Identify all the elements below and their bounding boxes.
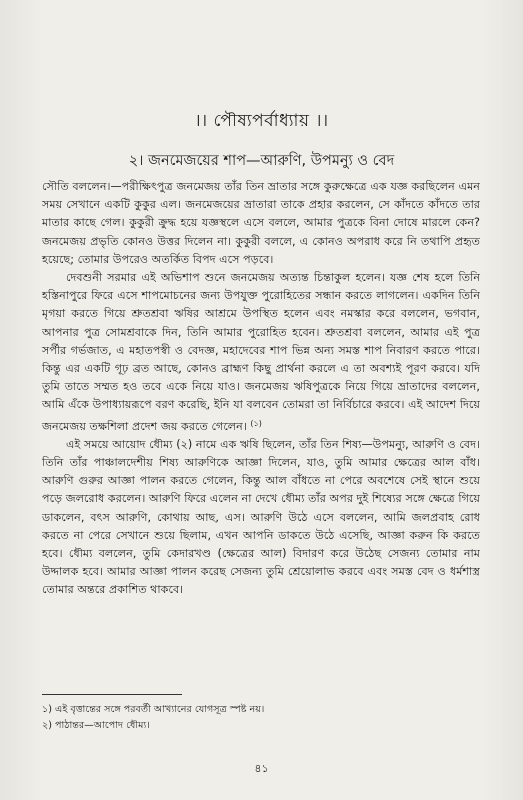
footnote-2: ২) পাঠান্তর—আপোদ ধৌম্য। [42, 720, 150, 731]
paragraph-3 [42, 436, 480, 600]
footnote-1: ১) এই বৃত্তান্তের সঙ্গে পরবর্তী আখ্যানের যোগসূত্র স্পষ্ট নয়। [42, 704, 265, 715]
paragraph-text: এই সময়ে আয়োদ ধৌম্য (২) নামে এক ঋষি ছিলেন, তাঁর তিন শিষ্য—উপমন্যু, আরুণি ও বেদ। তিনি তাঁর পাঞ্চালদেশীয় শিষ্য আরুণিকে আজ্ঞা দিলেন, যাও, তুমি আমার ক্ষেত্রের আল বাঁধ। আরুণি গুরুর আজ্ঞা পালন করতে গেলেন, কিন্তু আল বাঁধতে না পেরে অবশেষে সেই স্থানে শুয়ে পড়ে জলরোধ করলেন। আরুণি ফিরে এলেন না দেখে ধৌম্য তাঁর অপর দুই শিষ্যের সঙ্গে ক্ষেত্রে গিয়ে ডাকলেন, বৎস আরুণি, কোথায় আছ, এস। আরুণি উঠে এসে বললেন, আমি জলপ্রবাহ রোধ করতে না পেরে সেখানে শুয়ে ছিলাম, এখন আপনি ডাকতে উঠে এসেছি, আজ্ঞা করুন কি করতে হবে। ধৌম্য বললেন, তুমি কেদারখণ্ড (ক্ষেত্রের আল) বিদারণ করে উঠেছ সেজন্য তোমার নাম উদ্দালক হবে। আমার আজ্ঞা পালন করেছ সেজন্য তুমি শ্রেয়োলাভ করবে এবং সমস্ত বেদ ও ধর্মশাস্ত্র তোমার অন্তরে প্রকাশিত থাকবে। [42, 437, 480, 597]
body-text [42, 178, 480, 600]
paragraph-text: সৌতি বললেন।—পরীক্ষিৎপুত্র জনমেজয় তাঁর তিন ভ্রাতার সঙ্গে কুরুক্ষেত্রে এক যজ্ঞ করছিলেন এমন সময় সেখানে একটি কুকুর এল। জনমেজয়ের ভ্রাতারা তাকে প্রহার করলেন, সে কাঁদতে কাঁদতে তার মাতার কাছে গেল। কুকুরী ক্রুদ্ধ হয়ে যজ্ঞস্থলে এসে বললে, আমার পুত্রকে বিনা দোষে মারলে কেন? জনমেজয় প্রভৃতি কোনও উত্তর দিলেন না। কুকুরী বললে, এ কোনও অপরাধ করে নি তথাপি প্রহৃত হয়েছে; তোমার উপরেও অতর্কিত বিপদ এসে পড়বে। [42, 180, 480, 266]
footnotes [42, 702, 480, 734]
footnote-reference: (১) [250, 418, 262, 428]
chapter-title: ২। জনমেজয়ের শাপ—আরুণি, উপমন্যু ও বেদ [128, 153, 395, 169]
footnote-divider [42, 694, 182, 695]
page-number: ৪১ [254, 762, 269, 775]
paragraph-2 [42, 269, 480, 436]
part-title: ।। পৌষ্যপর্বাধ্যায় ।। [194, 111, 329, 131]
paragraph-1 [42, 178, 480, 269]
paragraph-text: দেবশুনী সরমার এই অভিশাপ শুনে জনমেজয় অত্যন্ত চিন্তাকুল হলেন। যজ্ঞ শেষ হলে তিনি হস্তিনাপুরে ফিরে এসে শাপমোচনের জন্য উপযুক্ত পুরোহিতের সন্ধান করতে লাগলেন। একদিন তিনি মৃগয়া করতে গিয়ে শ্রুতশ্রবা ঋষির আশ্রমে উপস্থিত হলেন এবং নমস্কার করে বললেন, ভগবান, আপনার পুত্র সোমশ্রবাকে দিন, তিনি আমার পুরোহিত হবেন। শ্রুতশ্রবা বললেন, আমার এই পুত্র সর্পীর গর্ভজাত, এ মহাতপস্বী ও বেদজ্ঞ, মহাদেবের শাপ ভিন্ন অন্য সমস্ত শাপ নিবারণ করতে পারে। কিন্তু এর একটি গূঢ় ব্রত আছে, কোনও ব্রাহ্মণ কিছু প্রার্থনা করলে এ তা অবশ্যই পূরণ করবে। যদি তুমি তাতে সম্মত হও তবে একে নিয়ে যাও। জনমেজয় ঋষিপুত্রকে নিয়ে গিয়ে ভ্রাতাদের বললেন, আমি এঁকে উপাধ্যায়রূপে বরণ করেছি, ইনি যা বলবেন তোমরা তা নির্বিচারে করবে। এই আদেশ দিয়ে জনমেজয় তক্ষশিলা প্রদেশ জয় করতে গেলেন। [42, 271, 480, 433]
